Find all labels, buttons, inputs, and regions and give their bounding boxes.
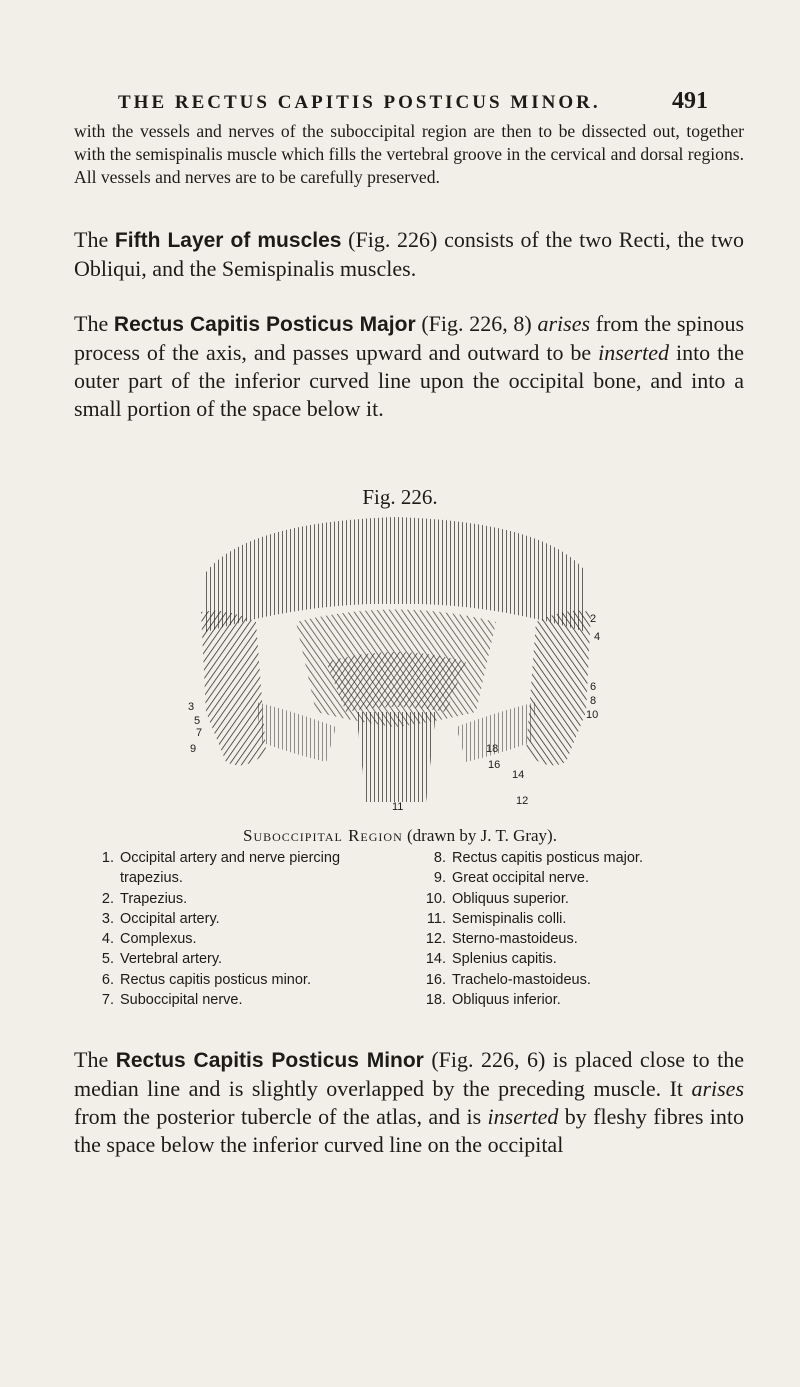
callout-6: 6 bbox=[590, 681, 597, 693]
callout-5: 5 bbox=[194, 715, 201, 727]
page-number: 491 bbox=[672, 88, 708, 114]
callout-12: 12 bbox=[516, 795, 529, 807]
neck-column bbox=[356, 712, 436, 802]
rectus-major-heading: Rectus Capitis Posticus Major bbox=[113, 313, 416, 336]
legend-item: 12. Sterno-mastoideus. bbox=[425, 931, 578, 948]
rectus-major-inserted: inserted bbox=[598, 340, 670, 365]
intro-paragraph: with the vessels and nerves of the suboccipital region are then to be dissected out, together with the semispinalis muscle which fills the vertebral groove in the cervical and dorsal regions. All vessels and nerves are to be carefully preserved. bbox=[74, 121, 744, 187]
rectus-minor-lead: The bbox=[74, 1047, 109, 1072]
callout-4: 4 bbox=[594, 631, 601, 643]
figure-caption bbox=[0, 826, 800, 846]
rectus-minor-text1: (Fig. 226, 6) is placed close to the median line and is slightly overlapped by the preceding muscle. It bbox=[74, 1047, 744, 1101]
running-head-title: THE RECTUS CAPITIS POSTICUS MINOR. bbox=[118, 92, 601, 113]
rectus-minor-inserted: inserted bbox=[487, 1104, 559, 1129]
figure-label: Fig. 226. bbox=[362, 485, 438, 509]
legend-item: 10. Obliquus superior. bbox=[425, 890, 569, 907]
rectus-major-arises: arises bbox=[537, 311, 591, 336]
anatomical-illustration bbox=[186, 512, 606, 812]
callout-14: 14 bbox=[512, 769, 525, 781]
running-head bbox=[118, 88, 708, 114]
legend-item: 9. Great occipital nerve. bbox=[433, 870, 590, 887]
legend-item: 18. Obliquus inferior. bbox=[425, 992, 561, 1009]
callout-2: 2 bbox=[590, 613, 597, 625]
recti-muscles bbox=[326, 652, 466, 712]
caption-title: Suboccipital Region bbox=[243, 826, 403, 845]
rectus-minor-text2: from the posterior tubercle of the atlas, and is bbox=[74, 1104, 482, 1129]
callout-10: 10 bbox=[586, 709, 599, 721]
rectus-minor-paragraph bbox=[74, 1046, 744, 1159]
legend-item: 14. Splenius capitis. bbox=[425, 951, 557, 968]
legend-left bbox=[92, 848, 340, 1010]
rectus-major-text2: into the outer part of the inferior curved line upon the occipital bone, and into a small portion of the space below it. bbox=[74, 340, 744, 421]
callout-3: 3 bbox=[188, 701, 195, 713]
fifth-layer-paragraph bbox=[74, 226, 744, 283]
legend-right bbox=[424, 848, 643, 1010]
callout-9: 9 bbox=[190, 743, 197, 755]
callout-8: 8 bbox=[590, 695, 597, 707]
caption-credit: (drawn by J. T. Gray). bbox=[407, 826, 557, 845]
left-lateral-muscles bbox=[201, 611, 266, 766]
rectus-major-text1: from the spinous process of the axis, and passes upward and outward to be bbox=[74, 311, 745, 365]
legend-item: 2. Trapezius. bbox=[101, 890, 188, 907]
legend-item: 8. Rectus capitis posticus major. bbox=[433, 850, 643, 866]
legend-item: 7. Suboccipital nerve. bbox=[101, 992, 243, 1009]
legend-item: 1. Occipital artery and nerve piercing bbox=[101, 850, 341, 866]
legend-item: 6. Rectus capitis posticus minor. bbox=[101, 971, 311, 988]
fifth-layer-text: (Fig. 226) consists of the two Recti, the two Obliqui, and the Semispinalis muscles. bbox=[74, 227, 745, 281]
callout-18: 18 bbox=[486, 743, 499, 755]
callout-16: 16 bbox=[488, 759, 501, 771]
legend-item: 4. Complexus. bbox=[101, 931, 197, 948]
rectus-minor-text3: by fleshy fibres into the space below the inferior curved line on the occipital bbox=[74, 1104, 744, 1157]
rectus-major-ref: (Fig. 226, 8) bbox=[421, 311, 532, 336]
rectus-minor-heading: Rectus Capitis Posticus Minor bbox=[115, 1049, 424, 1072]
callout-7: 7 bbox=[196, 727, 203, 739]
legend-item-continuation: trapezius. bbox=[120, 870, 183, 887]
legend-item: 11. Semispinalis colli. bbox=[426, 910, 567, 927]
rectus-minor-arises: arises bbox=[691, 1076, 744, 1101]
legend-item: 16. Trachelo-mastoideus. bbox=[425, 971, 591, 988]
fifth-layer-heading: Fifth Layer of muscles bbox=[114, 229, 342, 252]
callout-11: 11 bbox=[392, 801, 404, 812]
right-lateral-muscles bbox=[526, 611, 591, 766]
legend-item: 3. Occipital artery. bbox=[101, 910, 220, 927]
fifth-layer-lead: The bbox=[74, 227, 109, 252]
rectus-major-lead: The bbox=[74, 311, 109, 336]
legend-item: 5. Vertebral artery. bbox=[101, 951, 223, 968]
rectus-major-paragraph bbox=[74, 310, 744, 423]
